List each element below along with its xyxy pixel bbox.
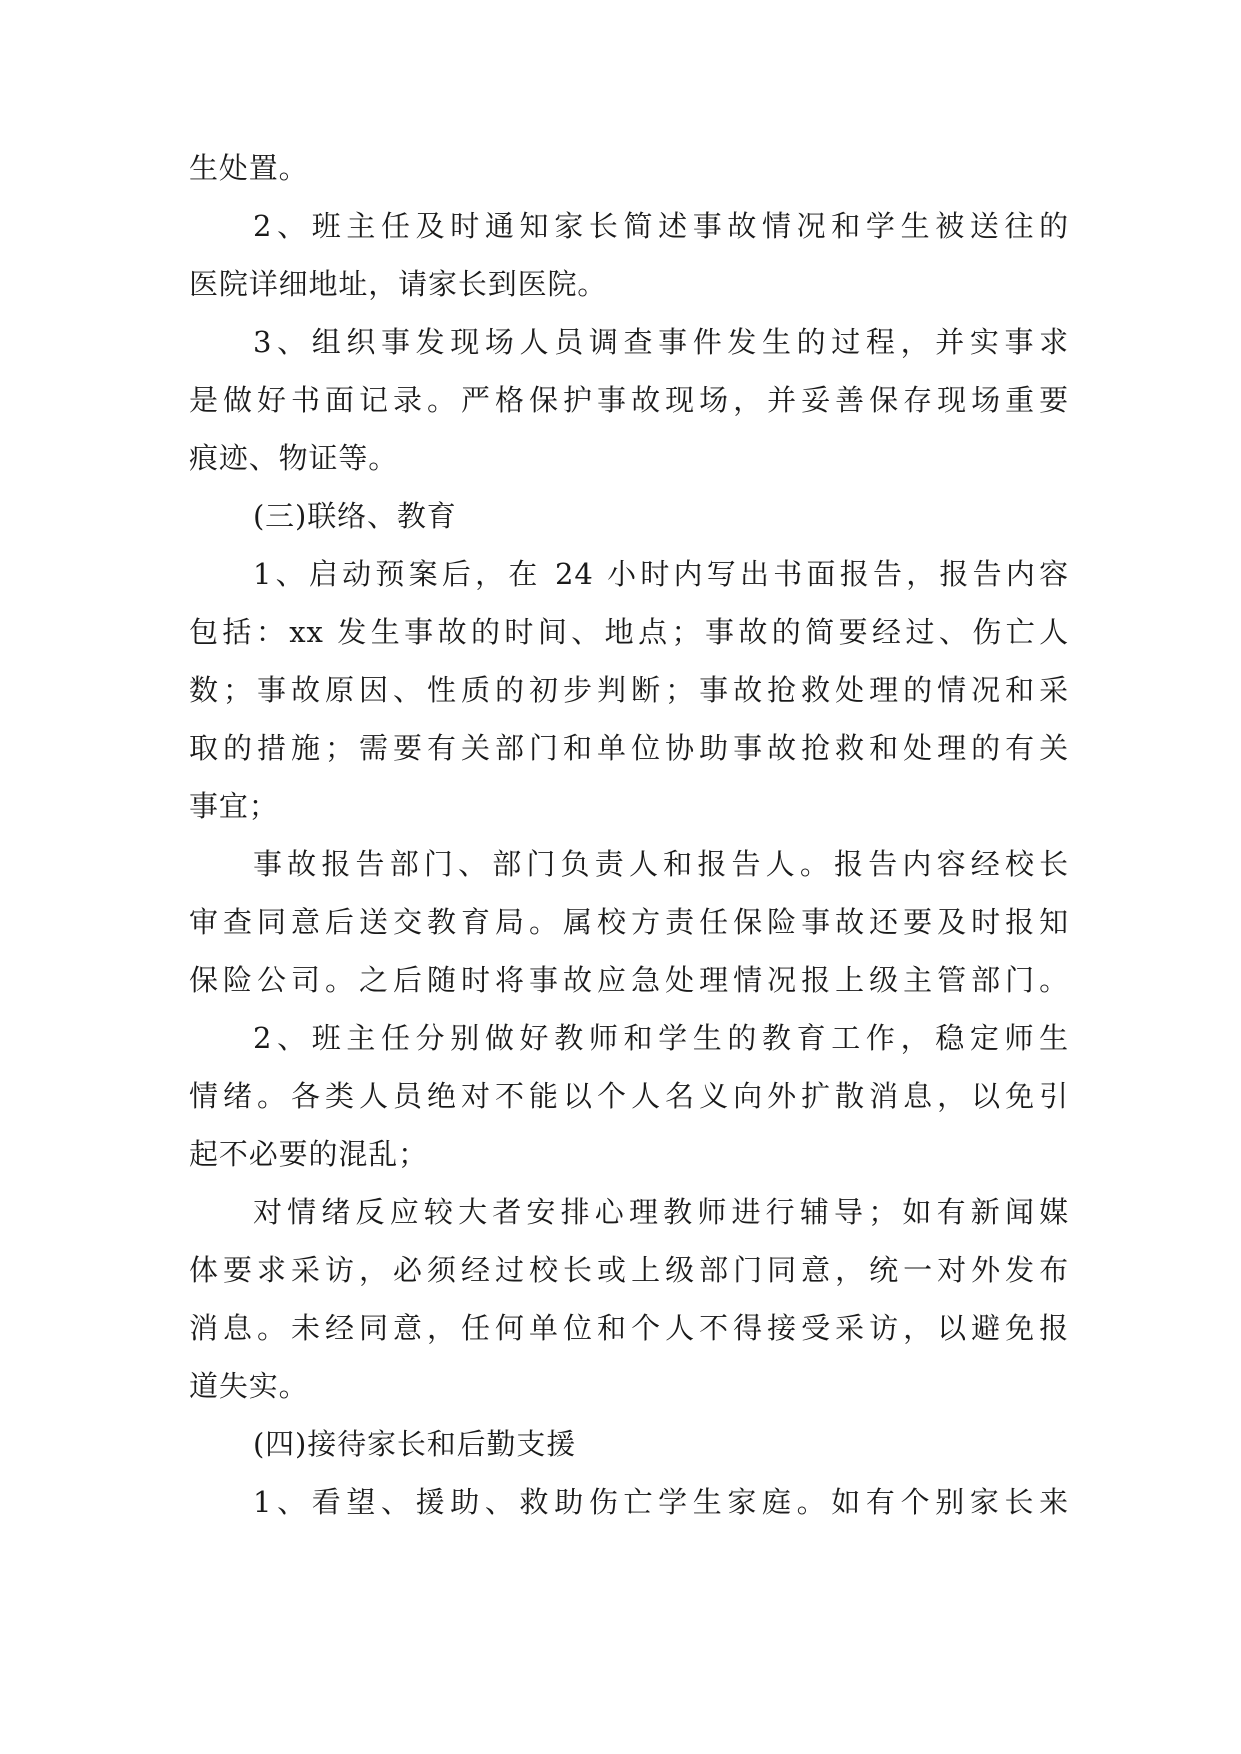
text-line: 消息。未经同意，任何单位和个人不得接受采访，以避免报 [189,1311,1069,1345]
text-line: 保险公司。之后随时将事故应急处理情况报上级主管部门。 [189,963,1069,997]
text-line: 事宜； [189,789,279,823]
text-line: 3、组织事发现场人员调查事件发生的过程，并实事求 [253,325,1069,359]
text-line: 数；事故原因、性质的初步判断；事故抢救处理的情况和采 [189,673,1069,707]
text-line: 对情绪反应较大者安排心理教师进行辅导；如有新闻媒 [253,1195,1069,1229]
text-line: 起不必要的混乱； [189,1137,428,1171]
text-line: 医院详细地址，请家长到医院。 [189,267,608,301]
text-line: 道失实。 [189,1369,309,1403]
section-heading: (四)接待家长和后勤支援 [253,1427,577,1461]
text-line: 2、班主任分别做好教师和学生的教育工作，稳定师生 [253,1021,1069,1055]
text-line: 1、启动预案后，在 24 小时内写出书面报告，报告内容 [253,557,1069,591]
text-line: 生处置。 [189,151,309,185]
text-line: 取的措施；需要有关部门和单位协助事故抢救和处理的有关 [189,731,1069,765]
text-line: 痕迹、物证等。 [189,441,399,475]
text-line: 审查同意后送交教育局。属校方责任保险事故还要及时报知 [189,905,1069,939]
text-line: 体要求采访，必须经过校长或上级部门同意，统一对外发布 [189,1253,1069,1287]
text-line: 事故报告部门、部门负责人和报告人。报告内容经校长 [253,847,1069,881]
text-line: 1、看望、援助、救助伤亡学生家庭。如有个别家长来 [253,1485,1069,1519]
text-line: 2、班主任及时通知家长简述事故情况和学生被送往的 [253,209,1069,243]
text-line: 包括：xx 发生事故的时间、地点；事故的简要经过、伤亡人 [189,615,1069,649]
text-line: 情绪。各类人员绝对不能以个人名义向外扩散消息，以免引 [189,1079,1069,1113]
section-heading: (三)联络、教育 [253,499,457,533]
text-line: 是做好书面记录。严格保护事故现场，并妥善保存现场重要 [189,383,1069,417]
